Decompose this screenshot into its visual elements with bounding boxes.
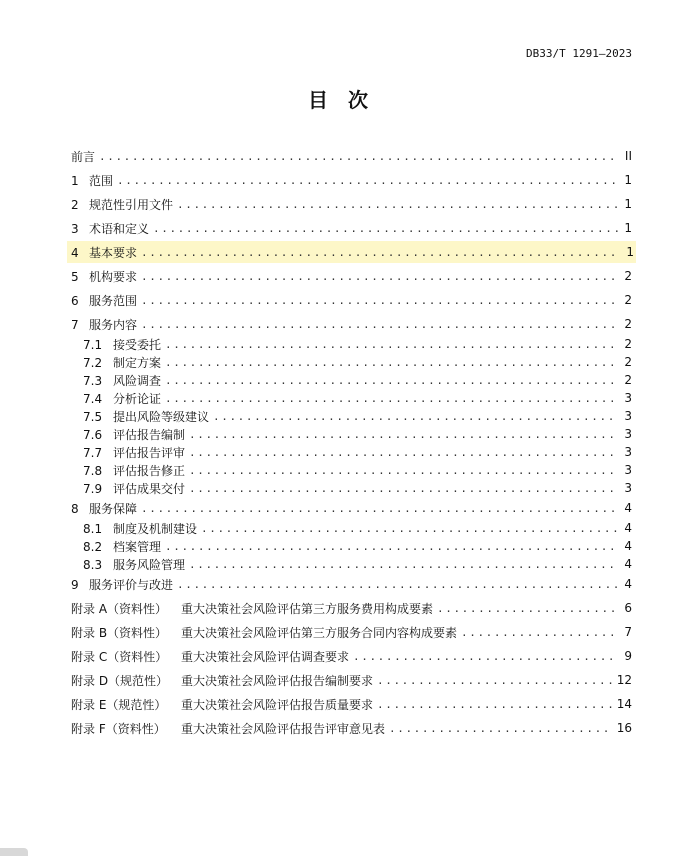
toc-entry[interactable] (71, 147, 632, 165)
section-number: 7.8 (83, 463, 103, 478)
page-number: 2 (624, 337, 632, 351)
section-title: 风险调查 (113, 373, 162, 388)
toc-entry[interactable] (71, 171, 632, 189)
page-number: 2 (624, 269, 632, 283)
section-title: 重大决策社会风险评估第三方服务合同内容构成要素 (181, 625, 458, 640)
page-number: 1 (624, 197, 632, 211)
dot-leader (153, 222, 618, 235)
section-title: 基本要求 (89, 245, 138, 260)
toc-entry[interactable] (83, 425, 632, 443)
dot-leader (141, 294, 618, 307)
toc-entry[interactable] (83, 479, 632, 497)
section-title: 服务内容 (89, 317, 138, 332)
dot-leader (165, 338, 618, 351)
toc-entry[interactable] (71, 315, 632, 333)
dot-leader (141, 502, 618, 515)
section-number: 7.4 (83, 391, 103, 406)
dot-leader (189, 482, 618, 495)
appendix-designation: 附录 D（规范性） (71, 673, 169, 688)
page-number: 4 (624, 557, 632, 571)
page-number: 7 (624, 625, 632, 639)
page-number: 2 (624, 293, 632, 307)
toc-entry[interactable] (71, 719, 632, 737)
dot-leader (141, 270, 618, 283)
dot-leader (389, 722, 613, 735)
dot-leader (189, 464, 618, 477)
toc-entry[interactable] (71, 219, 632, 237)
section-number: 8.3 (83, 557, 103, 572)
page-number: 3 (624, 463, 632, 477)
dot-leader (165, 356, 618, 369)
toc-entry[interactable] (83, 335, 632, 353)
dot-leader (165, 374, 618, 387)
toc-entry[interactable] (71, 575, 632, 593)
section-number: 8 (71, 501, 79, 516)
section-title: 分析论证 (113, 391, 162, 406)
toc-entry[interactable] (83, 371, 632, 389)
toc-entry[interactable] (83, 519, 632, 537)
toc-title: 目 次 (308, 88, 368, 112)
dot-leader (99, 150, 618, 163)
page-number: 3 (624, 445, 632, 459)
section-number: 5 (71, 269, 79, 284)
dot-leader (353, 650, 618, 663)
section-title: 重大决策社会风险评估报告质量要求 (181, 697, 374, 712)
section-title: 评估报告编制 (113, 427, 186, 442)
page-number: 16 (616, 721, 632, 735)
section-title: 规范性引用文件 (89, 197, 174, 212)
appendix-designation: 附录 A（资料性） (71, 601, 168, 616)
section-title: 重大决策社会风险评估调查要求 (181, 649, 350, 664)
section-number: 7 (71, 317, 79, 332)
page-number: 12 (616, 673, 632, 687)
dot-leader (117, 174, 618, 187)
page-number: 4 (624, 501, 632, 515)
appendix-designation: 附录 B（资料性） (71, 625, 168, 640)
section-title: 评估成果交付 (113, 481, 186, 496)
dot-leader (141, 318, 618, 331)
dot-leader (177, 578, 618, 591)
page-number: 14 (616, 697, 632, 711)
section-title: 制定方案 (113, 355, 162, 370)
dot-leader (189, 558, 618, 571)
section-number: 1 (71, 173, 79, 188)
section-number: 6 (71, 293, 79, 308)
dot-leader (165, 392, 618, 405)
dot-leader (141, 246, 620, 259)
section-title: 范围 (89, 173, 114, 188)
section-number: 7.2 (83, 355, 103, 370)
page-number: 9 (624, 649, 632, 663)
section-number: 7.9 (83, 481, 103, 496)
page-number: II (624, 149, 632, 163)
toc-entry[interactable] (71, 195, 632, 213)
toc-entry[interactable] (83, 537, 632, 555)
section-title: 前言 (71, 149, 96, 164)
dot-leader (201, 522, 618, 535)
section-number: 7.3 (83, 373, 103, 388)
page-number: 1 (624, 221, 632, 235)
section-title: 档案管理 (113, 539, 162, 554)
appendix-designation: 附录 E（规范性） (71, 697, 167, 712)
section-title: 提出风险等级建议 (113, 409, 210, 424)
page-number: 3 (624, 427, 632, 441)
page-number: 4 (624, 539, 632, 553)
toc-entry[interactable] (71, 623, 632, 641)
section-title: 服务风险管理 (113, 557, 186, 572)
dot-leader (189, 446, 618, 459)
section-title: 接受委托 (113, 337, 162, 352)
section-title: 机构要求 (89, 269, 138, 284)
toc-entry[interactable] (71, 291, 632, 309)
dot-leader (377, 698, 613, 711)
page-number: 3 (624, 391, 632, 405)
page-number: 2 (624, 373, 632, 387)
section-number: 4 (71, 245, 79, 260)
page-number: 1 (626, 245, 634, 259)
toc-entry[interactable] (71, 695, 632, 713)
corner-tab (0, 848, 28, 856)
section-title: 服务评价与改进 (89, 577, 174, 592)
section-title: 评估报告评审 (113, 445, 186, 460)
section-title: 术语和定义 (89, 221, 150, 236)
dot-leader (437, 602, 618, 615)
section-number: 8.1 (83, 521, 103, 536)
dot-leader (177, 198, 618, 211)
page-number: 6 (624, 601, 632, 615)
section-number: 7.1 (83, 337, 103, 352)
toc-entry[interactable] (71, 499, 632, 517)
toc-entry[interactable] (83, 555, 632, 573)
section-title: 重大决策社会风险评估报告编制要求 (181, 673, 374, 688)
section-title: 服务范围 (89, 293, 138, 308)
section-number: 2 (71, 197, 79, 212)
section-number: 8.2 (83, 539, 103, 554)
page-number: 4 (624, 521, 632, 535)
section-title: 重大决策社会风险评估第三方服务费用构成要素 (181, 601, 434, 616)
section-number: 9 (71, 577, 79, 592)
toc-entry[interactable] (83, 353, 632, 371)
section-number: 3 (71, 221, 79, 236)
toc-entry[interactable] (71, 267, 632, 285)
dot-leader (189, 428, 618, 441)
toc-entry[interactable] (83, 461, 632, 479)
toc-entry[interactable] (71, 599, 632, 617)
section-number: 7.6 (83, 427, 103, 442)
appendix-designation: 附录 C（资料性） (71, 649, 168, 664)
dot-leader (165, 540, 618, 553)
document-code: DB33/T 1291—2023 (526, 47, 632, 60)
page-number: 3 (624, 409, 632, 423)
section-title: 制度及机制建设 (113, 521, 198, 536)
dot-leader (377, 674, 613, 687)
section-title: 评估报告修正 (113, 463, 186, 478)
toc-entry[interactable] (69, 243, 634, 261)
section-title: 重大决策社会风险评估报告评审意见表 (181, 721, 386, 736)
page-number: 3 (624, 481, 632, 495)
page-number: 1 (624, 173, 632, 187)
toc-entry[interactable] (71, 647, 632, 665)
section-title: 服务保障 (89, 501, 138, 516)
section-number: 7.5 (83, 409, 103, 424)
section-number: 7.7 (83, 445, 103, 460)
page-number: 4 (624, 577, 632, 591)
appendix-designation: 附录 F（资料性） (71, 721, 166, 736)
page-number: 2 (624, 355, 632, 369)
toc-entry[interactable] (71, 671, 632, 689)
page-number: 2 (624, 317, 632, 331)
dot-leader (461, 626, 618, 639)
toc-entry[interactable] (83, 389, 632, 407)
dot-leader (213, 410, 618, 423)
toc-entry[interactable] (83, 443, 632, 461)
toc-entry[interactable] (83, 407, 632, 425)
